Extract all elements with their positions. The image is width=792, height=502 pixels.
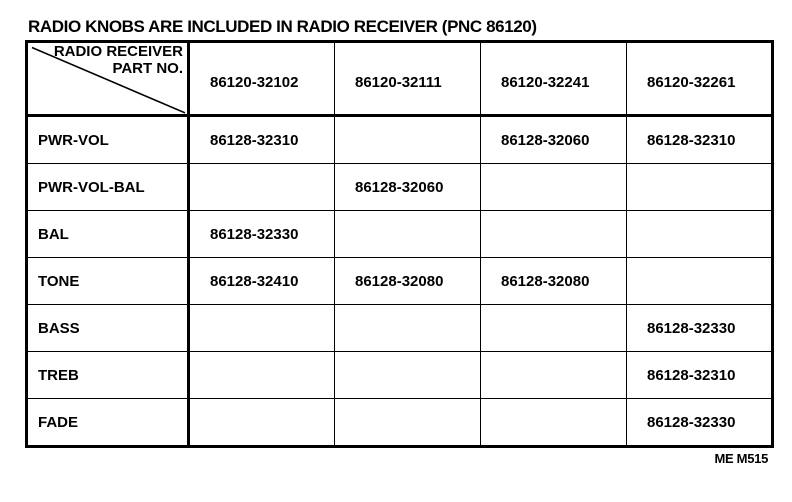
row-label: BAL bbox=[27, 211, 189, 258]
table-corner-cell bbox=[27, 42, 189, 116]
column-header: 86120-32241 bbox=[481, 42, 627, 116]
table-row bbox=[27, 211, 773, 258]
table-cell: 86128-32060 bbox=[335, 164, 481, 211]
knob-part-table bbox=[25, 40, 774, 448]
row-label: TREB bbox=[27, 352, 189, 399]
column-header: 86120-32261 bbox=[627, 42, 773, 116]
table-cell bbox=[481, 164, 627, 211]
table-cell: 86128-32310 bbox=[189, 116, 335, 164]
table-cell bbox=[335, 352, 481, 399]
table-cell bbox=[335, 116, 481, 164]
table-cell bbox=[189, 164, 335, 211]
row-label: PWR-VOL-BAL bbox=[27, 164, 189, 211]
table-cell bbox=[627, 164, 773, 211]
table-cell: 86128-32330 bbox=[627, 399, 773, 447]
table-cell bbox=[189, 399, 335, 447]
row-label: TONE bbox=[27, 258, 189, 305]
table-cell bbox=[481, 211, 627, 258]
table-row bbox=[27, 399, 773, 447]
table-cell bbox=[189, 305, 335, 352]
row-label: FADE bbox=[27, 399, 189, 447]
table-header-row bbox=[27, 42, 773, 116]
table-cell bbox=[481, 352, 627, 399]
table-cell bbox=[627, 258, 773, 305]
column-header: 86120-32102 bbox=[189, 42, 335, 116]
table-cell bbox=[335, 305, 481, 352]
page-title: RADIO KNOBS ARE INCLUDED IN RADIO RECEIVER (PNC 86120) bbox=[28, 17, 537, 36]
table-cell: 86128-32060 bbox=[481, 116, 627, 164]
table-row bbox=[27, 352, 773, 399]
table-cell: 86128-32310 bbox=[627, 352, 773, 399]
table-cell bbox=[189, 352, 335, 399]
table-cell: 86128-32330 bbox=[627, 305, 773, 352]
table-cell bbox=[335, 211, 481, 258]
table-cell: 86128-32410 bbox=[189, 258, 335, 305]
table-cell: 86128-32080 bbox=[335, 258, 481, 305]
table-cell bbox=[481, 305, 627, 352]
table-row bbox=[27, 116, 773, 164]
corner-label-partno: PART NO. bbox=[112, 60, 183, 77]
row-label: BASS bbox=[27, 305, 189, 352]
figure-code: ME M515 bbox=[714, 451, 768, 466]
table-cell bbox=[481, 399, 627, 447]
table-row bbox=[27, 164, 773, 211]
table-cell: 86128-32330 bbox=[189, 211, 335, 258]
column-header: 86120-32111 bbox=[335, 42, 481, 116]
corner-label-receiver: RADIO RECEIVER bbox=[53, 43, 183, 60]
table-cell: 86128-32310 bbox=[627, 116, 773, 164]
table-cell: 86128-32080 bbox=[481, 258, 627, 305]
table-row bbox=[27, 258, 773, 305]
row-label: PWR-VOL bbox=[27, 116, 189, 164]
table-row bbox=[27, 305, 773, 352]
table-cell bbox=[627, 211, 773, 258]
table-cell bbox=[335, 399, 481, 447]
